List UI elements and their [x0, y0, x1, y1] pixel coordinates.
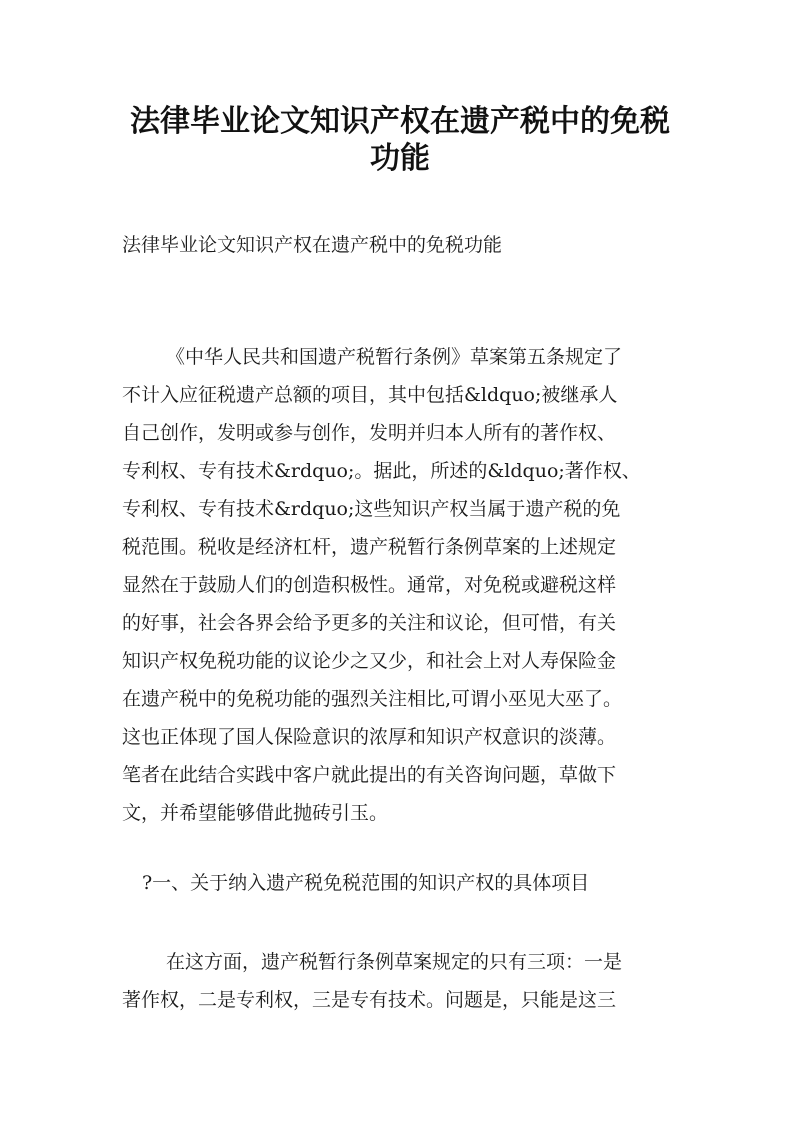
paragraph-2-line: 在这方面，遗产税暂行条例草案规定的只有三项：一是 — [166, 951, 623, 973]
paragraph-1-line: 专利权、专有技术&rdquo;这些知识产权当属于遗产税的免 — [122, 498, 621, 520]
paragraph-1-line: 文，并希望能够借此抛砖引玉。 — [122, 802, 389, 824]
paragraph-1-line: 专利权、专有技术&rdquo;。据此，所述的&ldquo;著作权、 — [122, 460, 641, 482]
paragraph-2-line: 著作权，二是专利权，三是专有技术。问题是，只能是这三 — [122, 989, 617, 1011]
paragraph-1-line: 笔者在此结合实践中客户就此提出的有关咨询问题，草做下 — [122, 764, 617, 786]
document-title-line-1: 法律毕业论文知识产权在遗产税中的免税 — [130, 104, 670, 139]
paragraph-1-line: 的好事，社会各界会给予更多的关注和议论，但可惜，有关 — [122, 612, 617, 634]
document-subtitle: 法律毕业论文知识产权在遗产税中的免税功能 — [122, 234, 503, 256]
paragraph-1-line: 在遗产税中的免税功能的强烈关注相比,可谓小巫见大巫了。 — [122, 688, 623, 710]
paragraph-1-line: 不计入应征税遗产总额的项目，其中包括&ldquo;被继承人 — [122, 384, 618, 406]
paragraph-1-line: 显然在于鼓励人们的创造积极性。通常，对免税或避税这样 — [122, 574, 617, 596]
paragraph-1-line: 《中华人民共和国遗产税暂行条例》草案第五条规定了 — [166, 346, 623, 368]
document-title-line-2: 功能 — [370, 141, 430, 176]
section-heading: ?一、关于纳入遗产税免税范围的知识产权的具体项目 — [142, 872, 590, 894]
paragraph-1-line: 自己创作，发明或参与创作，发明并归本人所有的著作权、 — [122, 422, 617, 444]
paragraph-1-line: 知识产权免税功能的议论少之又少，和社会上对人寿保险金 — [122, 650, 617, 672]
paragraph-1-line: 税范围。税收是经济杠杆，遗产税暂行条例草案的上述规定 — [122, 536, 617, 558]
paragraph-1-line: 这也正体现了国人保险意识的浓厚和知识产权意识的淡薄。 — [122, 726, 617, 748]
